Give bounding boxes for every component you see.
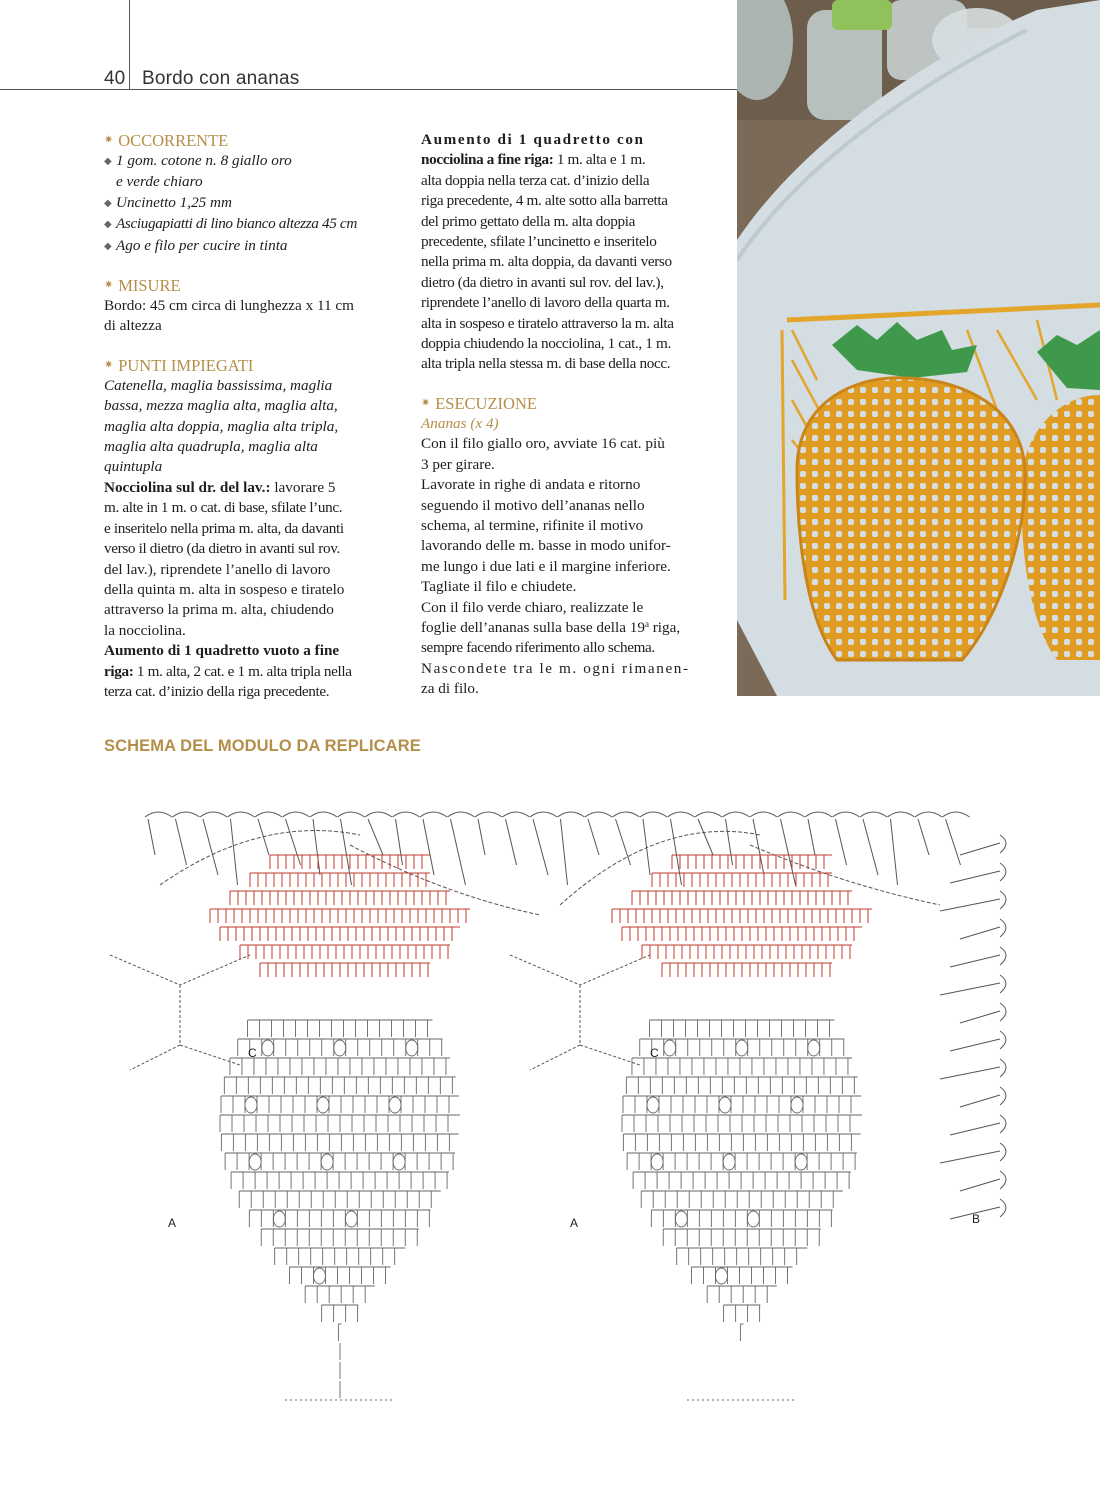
page-title: Bordo con ananas [142,68,300,89]
nocciolina-mark [715,1268,727,1284]
chain-stitch [396,819,403,865]
chain-arch [560,831,760,905]
chain-loop [860,812,887,817]
chain-loop [1000,1199,1006,1217]
nocciolina-mark [651,1154,663,1170]
esecuzione-line: Lavorate in righe di andata e ritorno [421,476,641,494]
chain-stitch [940,1067,1000,1079]
aumento-vuoto-line: riga: 1 m. alta, 2 cat. e 1 m. alta tripla nella [104,662,352,680]
nocciolina-mark [334,1040,346,1056]
page-number: 40 [104,68,126,89]
nocciolina-mark [736,1040,748,1056]
esecuzione-line: lavorando delle m. basse in modo unifor- [421,537,671,555]
nocciolina-mark [262,1040,274,1056]
chain-stitch [950,1039,1000,1051]
star-icon: ✷ [104,358,114,371]
chain-loop [393,812,420,817]
chain-stitch [960,843,1000,855]
chain-connector [110,955,250,1070]
chain-loop [448,812,475,817]
esecuzione-line: Con il filo giallo oro, avviate 16 cat. più [421,435,665,453]
chain-stitch [286,819,301,865]
chain-stitch [176,819,187,865]
crochet-schema-diagram [100,795,1040,1415]
chain-stitch [533,819,548,875]
chain-stitch [451,819,466,885]
chain-loop [145,812,172,817]
marker-a-left: A [168,1216,177,1230]
chain-stitch [726,819,733,865]
diamond-bullet-icon: ◆ [104,240,112,252]
chain-stitch [863,819,878,875]
chain-stitch [616,819,631,865]
stitch-line: maglia alta doppia, maglia alta tripla, [104,417,339,435]
chain-loop [778,812,805,817]
nocciolina-mark [647,1097,659,1113]
chain-loop [530,812,557,817]
diamond-bullet-icon: ◆ [104,197,112,209]
chain-stitch [950,871,1000,883]
schema-title: SCHEMA DEL MODULO DA REPLICARE [104,737,421,755]
chain-stitch [946,819,961,865]
nocciolina-line: Nocciolina sul dr. del lav.: lavorare 5 [104,478,336,496]
misure-line: Bordo: 45 cm circa di lunghezza x 11 cm [104,297,354,315]
chain-loop [1000,975,1006,993]
nocciolina-line: m. alte in 1 m. o cat. di base, sfilate l’unc. [104,499,343,517]
chain-loop [833,812,860,817]
chain-loop [668,812,695,817]
misure-heading: ✷ MISURE [104,276,181,296]
chain-loop [1000,1087,1006,1105]
chain-stitch [918,819,929,855]
esecuzione-line: me lungo i due lati e il margine inferiore. [421,557,671,575]
stitch-line: quintupla [104,458,163,476]
list-item: ◆ Uncinetto 1,25 mm [104,193,395,214]
chain-loop [1000,863,1006,881]
nocciolina-mark [321,1154,333,1170]
chain-stitch [950,1123,1000,1135]
header-divider-vertical [129,0,130,89]
list-item: ◆ Ago e filo per cucire in tinta [104,236,395,257]
nocciolina-mark [245,1097,257,1113]
esecuzione-line: seguendo il motivo dell’ananas nello [421,496,645,514]
aumento-nocciolina-line: del primo gettato della m. alta doppia [421,212,636,230]
chain-loop [283,812,310,817]
chain-connector [510,955,650,1070]
chain-stitch [940,1151,1000,1163]
chain-loop [338,812,365,817]
nocciolina-line: del lav.), riprendete l’anello di lavoro [104,560,331,578]
aumento-nocciolina-line: nocciolina a fine riga: 1 m. alta e 1 m. [421,151,646,169]
esecuzione-line: Con il filo verde chiaro, realizzate le [421,598,644,616]
chain-loop [173,812,200,817]
chain-loop [640,812,667,817]
nocciolina-mark [675,1211,687,1227]
star-icon: ✷ [421,396,431,409]
chain-stitch [940,983,1000,995]
chain-loop [255,812,282,817]
nocciolina-mark [317,1097,329,1113]
chain-loop [503,812,530,817]
crochet-pineapple-edging-photo [737,0,1100,696]
misure-line: di altezza [104,317,162,335]
chain-stitch [960,1095,1000,1107]
chain-loop [888,812,915,817]
stitch-line: Catenella, maglia bassissima, maglia [104,376,333,394]
aumento-nocciolina-line: riprendete l’anello di lavoro della quarta m. [421,294,670,312]
nocciolina-mark [389,1097,401,1113]
star-icon: ✷ [104,134,114,146]
nocciolina-mark [791,1097,803,1113]
chain-stitch [313,819,320,875]
aumento-nocciolina-line: alta tripla nella stessa m. di base della nocc. [421,355,671,373]
chain-loop [613,812,640,817]
chain-loop [1000,1031,1006,1049]
chain-stitch [698,819,713,855]
chain-loop [365,812,392,817]
aumento-nocciolina-line: Aumento di 1 quadretto con [421,131,645,148]
nocciolina-line: della quinta m. alta in sospeso e tiratelo [104,580,345,598]
chain-stitch [203,819,218,875]
marker-b: B [972,1212,981,1226]
nocciolina-line: attraverso la prima m. alta, chiudendo [104,601,334,619]
marker-c-right: C [650,1046,659,1060]
chain-stitch [891,819,898,885]
chain-loop [943,812,970,817]
esecuzione-line: Nascondete tra le m. ogni rimanen- [421,659,690,677]
esecuzione-line: Tagliate il filo e chiudete. [421,578,577,596]
chain-loop [805,812,832,817]
nocciolina-mark [393,1154,405,1170]
list-item-continued: e verde chiaro [116,173,203,191]
nocciolina-label: Nocciolina sul dr. del lav.: [104,478,271,496]
chain-loop [310,812,337,817]
chain-loop [1000,835,1006,853]
esecuzione-heading: ✷ ESECUZIONE [421,393,537,413]
chain-loop [1000,947,1006,965]
nocciolina-mark [795,1154,807,1170]
chain-loop [1000,1171,1006,1189]
schema-chains [110,812,1006,1219]
chain-stitch [960,1011,1000,1023]
chain-loop [1000,1003,1006,1021]
text-column-right [421,130,711,700]
chain-loop [915,812,942,817]
nocciolina-mark [664,1040,676,1056]
chain-loop [558,812,585,817]
esecuzione-line: 3 per girare. [421,455,495,473]
chain-stitch [231,819,238,885]
esecuzione-line: schema, al termine, rifinite il motivo [421,516,644,534]
esecuzione-line: foglie dell’ananas sulla base della 19$^a$ riga, [421,618,681,636]
diamond-bullet-icon: ◆ [104,219,112,231]
chain-loop [723,812,750,817]
chain-loop [1000,1059,1006,1077]
nocciolina-mark [273,1211,285,1227]
nocciolina-mark [808,1040,820,1056]
chain-stitch [561,819,568,885]
esecuzione-subheading: Ananas (x 4) [421,414,499,432]
chain-stitch [423,819,434,875]
aumento-vuoto-line: Aumento di 1 quadretto vuoto a fine [104,642,340,660]
chain-loop [1000,1115,1006,1133]
list-item: ◆ Asciugapiatti di lino bianco altezza 45 cm [104,214,395,235]
chain-stitch [950,955,1000,967]
chain-loop [585,812,612,817]
chain-stitch [808,819,815,855]
chain-stitch [960,1179,1000,1191]
esecuzione-line: sempre facendo riferimento allo schema. [421,639,655,657]
nocciolina-mark [249,1154,261,1170]
marker-a-mid: A [570,1216,579,1230]
nocciolina-mark [313,1268,325,1284]
marker-c-left: C [248,1046,257,1060]
chain-loop [228,812,255,817]
chain-loop [1000,919,1006,937]
nocciolina-mark [747,1211,759,1227]
schema-svg [100,795,1040,1415]
chain-loop [695,812,722,817]
aumento-nocciolina-line: doppia chiudendo la nocciolina, 1 cat., 1 m. [421,335,671,353]
chain-loop [1000,1143,1006,1161]
chain-arch [750,845,940,905]
punti-heading: ✷ PUNTI IMPIEGATI [104,355,254,375]
chain-stitch [478,819,485,855]
chain-stitch [368,819,383,855]
chain-loop [750,812,777,817]
chain-stitch [940,899,1000,911]
chain-loop [420,812,447,817]
occorrente-heading: ✷ OCCORRENTE [104,131,229,150]
list-item: ◆ 1 gom. cotone n. 8 giallo oro [104,151,395,172]
esecuzione-line: za di filo. [421,680,479,698]
chain-stitch [836,819,847,865]
nocciolina-mark [345,1211,357,1227]
nocciolina-line: e inseritelo nella prima m. alta, da davanti [104,519,344,537]
stitch-line: bassa, mezza maglia alta, maglia alta, [104,397,338,415]
stitch-line: maglia alta quadrupla, maglia alta [104,438,318,456]
aumento-nocciolina-line: alta doppia nella terza cat. d’inizio della [421,171,650,189]
schema-leaves [210,855,872,977]
aumento-nocciolina-line: dietro (da dietro in avanti sul rov. del lav.), [421,273,664,291]
chain-stitch [753,819,764,875]
chain-stitch [960,927,1000,939]
aumento-vuoto-line: terza cat. d’inizio della riga precedente. [104,682,330,700]
nocciolina-mark [723,1154,735,1170]
nocciolina-mark [406,1040,418,1056]
aumento-nocciolina-line: riga precedente, 4 m. alte sotto alla barretta [421,192,668,210]
aumento-nocciolina-line: alta in sospeso e tiratelo attraverso la m. alta [421,314,674,332]
schema-pineapple-bodies [220,1020,862,1400]
chain-loop [1000,891,1006,909]
aumento-nocciolina-line: nella prima m. alta doppia, da davanti verso [421,253,672,271]
text-column-left [104,130,395,702]
chain-stitch [506,819,517,865]
chain-stitch [148,819,155,855]
chain-loop [475,812,502,817]
nocciolina-mark [719,1097,731,1113]
nocciolina-line: la nocciolina. [104,621,186,639]
nocciolina-line: verso il dietro (da dietro in avanti sul rov. [104,540,340,558]
chain-loop [200,812,227,817]
chain-stitch [588,819,599,855]
chain-stitch [643,819,650,875]
aumento-nocciolina-line: precedente, sfilate l’uncinetto e inseritelo [421,233,657,251]
diamond-bullet-icon: ◆ [104,156,112,167]
star-icon: ✷ [104,279,114,292]
